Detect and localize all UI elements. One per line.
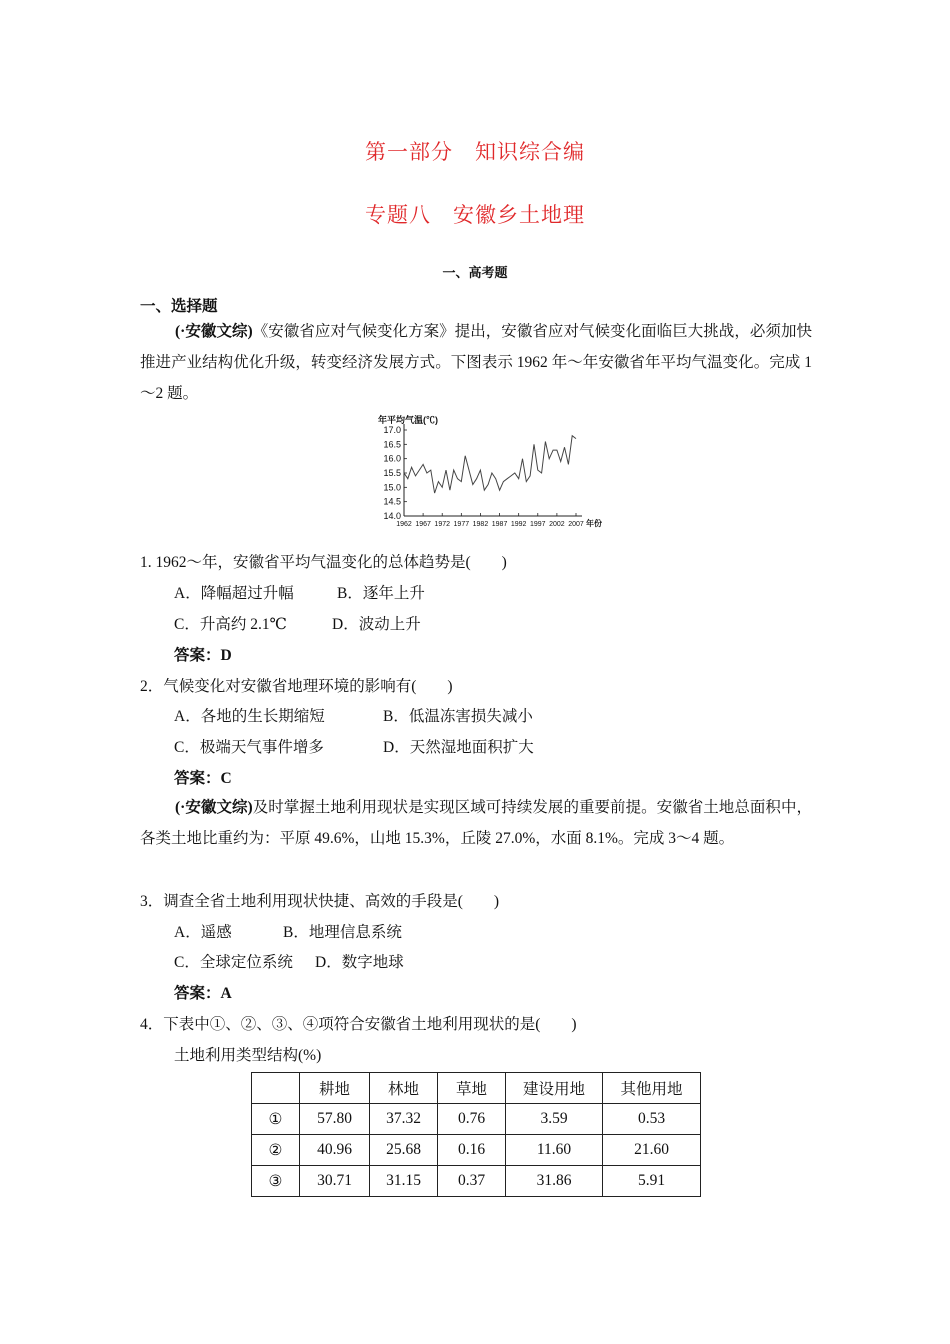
header-cell: 草地	[438, 1073, 506, 1104]
y-tick-label: 17.0	[383, 425, 401, 435]
y-tick-label: 15.5	[383, 468, 401, 478]
intro1-text: 《安徽省应对气候变化方案》提出，安徽省应对气候变化面临巨大挑战，必须加快推进产业结构优化升级，转变经济发展方式。下图表示 1962 年～年安徽省年平均气温变化。完成 1～2 题。	[140, 323, 812, 402]
y-tick-label: 14.5	[383, 496, 401, 507]
q3-option-b: B．地理信息系统	[283, 924, 402, 941]
table-cell: 30.71	[300, 1166, 370, 1197]
table-row	[252, 1104, 701, 1135]
subsection-heading: 一、选择题	[140, 298, 218, 315]
x-tick-label: 1962	[396, 521, 412, 528]
header-cell: 建设用地	[506, 1073, 603, 1104]
table-cell: 21.60	[603, 1135, 701, 1166]
table-row	[252, 1166, 701, 1197]
q3-option-a: A．遥感	[174, 924, 232, 941]
table-cell: 0.37	[438, 1166, 506, 1197]
q4-stem: 4．下表中①、②、③、④项符合安徽省土地利用现状的是( )	[140, 1016, 577, 1033]
intro-paragraph-1	[140, 316, 812, 409]
q1-option-d: D．波动上升	[332, 616, 421, 633]
y-tick-label: 15.0	[383, 482, 401, 493]
q1-stem: 1. 1962～年，安徽省平均气温变化的总体趋势是( )	[140, 554, 507, 571]
table-cell: ②	[252, 1135, 300, 1166]
q2-answer: 答案：C	[174, 770, 232, 787]
topic-title: 专题八 安徽乡土地理	[365, 203, 585, 227]
x-tick-label: 1987	[491, 521, 508, 528]
part-title: 第一部分 知识综合编	[365, 140, 585, 164]
table-header-row	[252, 1073, 701, 1104]
x-tick-label: 1972	[434, 521, 451, 528]
intro2-text: 及时掌握土地利用现状是实现区域可持续发展的重要前提。安徽省土地总面积中，各类土地比重约为：平原 49.6%，山地 15.3%，丘陵 27.0%，水面 8.1%。完成 3～4 题。	[140, 799, 812, 847]
x-tick-label: 1982	[472, 521, 489, 528]
q3-option-c: C．全球定位系统	[174, 954, 293, 971]
q2-option-b: B．低温冻害损失减小	[383, 708, 533, 725]
q2-option-d: D．天然湿地面积扩大	[383, 739, 534, 756]
x-tick-label: 1992	[510, 521, 527, 528]
q2-option-a: A．各地的生长期缩短	[174, 708, 325, 725]
temperature-chart	[370, 413, 610, 533]
y-tick-label: 14.0	[383, 511, 401, 521]
header-cell: 林地	[370, 1073, 438, 1104]
land-use-table	[251, 1072, 701, 1197]
table-cell: 57.80	[300, 1104, 370, 1135]
y-axis-label: 年平均气温(℃)	[378, 415, 438, 425]
q1-option-a: A．降幅超过升幅	[174, 585, 294, 602]
table-cell: 31.86	[506, 1166, 603, 1197]
q2-stem: 2．气候变化对安徽省地理环境的影响有( )	[140, 678, 453, 695]
header-cell: 其他用地	[603, 1073, 701, 1104]
table-cell: 37.32	[370, 1104, 438, 1135]
header-cell: 耕地	[300, 1073, 370, 1104]
table-cell: 31.15	[370, 1166, 438, 1197]
table-cell: ①	[252, 1104, 300, 1135]
table-cell: 25.68	[370, 1135, 438, 1166]
q1-option-b: B．逐年上升	[337, 585, 425, 602]
table-cell: 40.96	[300, 1135, 370, 1166]
table-cell: 11.60	[506, 1135, 603, 1166]
table-cell: 3.59	[506, 1104, 603, 1135]
temperature-line-chart	[370, 413, 610, 533]
q1-answer: 答案：D	[174, 647, 232, 664]
intro1-source: (·安徽文综)	[175, 323, 253, 340]
table-row	[252, 1135, 701, 1166]
q1-option-c: C．升高约 2.1℃	[174, 616, 287, 633]
x-tick-label: 1977	[453, 521, 470, 528]
y-tick-label: 16.0	[383, 453, 401, 464]
x-tick-label: 2002	[549, 521, 565, 528]
y-tick-label: 16.5	[383, 439, 401, 450]
q3-answer: 答案：A	[174, 985, 232, 1002]
table-cell: 0.53	[603, 1104, 701, 1135]
intro2-source: (·安徽文综)	[175, 799, 253, 816]
section-heading: 一、高考题	[442, 265, 508, 280]
x-tick-label: 2007	[568, 521, 584, 528]
table-caption: 土地利用类型结构(%)	[174, 1047, 322, 1064]
table-cell: 0.16	[438, 1135, 506, 1166]
x-tick-label: 1997	[529, 521, 546, 528]
table-cell: 5.91	[603, 1166, 701, 1197]
temperature-series-line	[404, 436, 576, 493]
intro-paragraph-2	[140, 792, 812, 854]
x-tick-label: 1967	[415, 521, 431, 528]
x-axis-label: 年份	[586, 519, 602, 528]
table-cell: ③	[252, 1166, 300, 1197]
q2-option-c: C．极端天气事件增多	[174, 739, 324, 756]
q3-option-d: D．数字地球	[315, 954, 404, 971]
header-cell	[252, 1073, 300, 1104]
q3-stem: 3．调查全省土地利用现状快捷、高效的手段是( )	[140, 893, 500, 910]
table-cell: 0.76	[438, 1104, 506, 1135]
